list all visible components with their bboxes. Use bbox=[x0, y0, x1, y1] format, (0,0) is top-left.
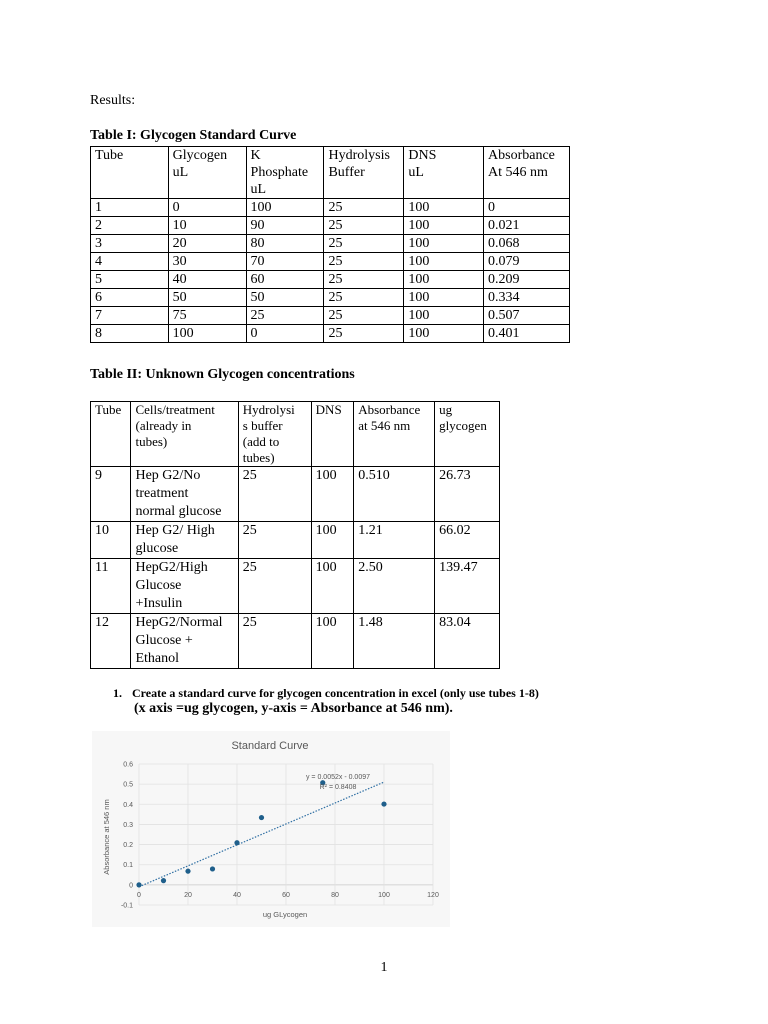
table-cell: 4 bbox=[91, 253, 169, 271]
table2-title: Table II: Unknown Glycogen concentrations bbox=[90, 367, 355, 382]
table-cell: 50 bbox=[168, 289, 246, 307]
x-tick-label: 0 bbox=[137, 891, 141, 899]
cell-line: (add to bbox=[242, 434, 280, 449]
table-cell: 25 bbox=[324, 271, 404, 289]
cell-line: 100 bbox=[315, 523, 337, 538]
table-row bbox=[91, 325, 570, 343]
instruction-line2: (x axis =ug glycogen, y-axis = Absorbance at 546 nm). bbox=[134, 701, 453, 716]
table-cell: 10 bbox=[168, 217, 246, 235]
table-cell: 100 bbox=[404, 235, 484, 253]
table-cell bbox=[238, 522, 311, 559]
table-cell bbox=[131, 522, 238, 559]
table-cell: 25 bbox=[246, 307, 324, 325]
cell-line: Tube bbox=[95, 148, 124, 163]
table-row bbox=[91, 217, 570, 235]
cell-line: 100 bbox=[315, 615, 337, 630]
results-heading: Results: bbox=[90, 93, 136, 108]
table-row bbox=[91, 289, 570, 307]
cell-line: 25 bbox=[242, 523, 257, 538]
cell-line: glucose bbox=[135, 541, 179, 556]
table-cell: 25 bbox=[324, 253, 404, 271]
table-row bbox=[91, 199, 570, 217]
table-row bbox=[91, 522, 500, 559]
table-cell: 3 bbox=[91, 235, 169, 253]
cell-line: Hydrolysi bbox=[242, 402, 295, 417]
table-cell: 100 bbox=[168, 325, 246, 343]
table-cell: 100 bbox=[404, 307, 484, 325]
y-tick-label: 0.3 bbox=[123, 821, 133, 829]
cell-line: Absorbance bbox=[358, 402, 421, 417]
table-cell: 30 bbox=[168, 253, 246, 271]
y-axis-label: Absorbance at 546 nm bbox=[102, 799, 111, 875]
data-point bbox=[161, 878, 166, 883]
table-cell bbox=[311, 467, 354, 522]
table-cell bbox=[435, 559, 500, 614]
table-cell: 25 bbox=[324, 307, 404, 325]
cell-line: 26.73 bbox=[439, 468, 471, 483]
cell-line: 66.02 bbox=[439, 523, 471, 538]
table1-body bbox=[91, 199, 570, 343]
table1-header-cell bbox=[91, 147, 169, 199]
table-cell: 0.507 bbox=[484, 307, 570, 325]
cell-line: DNS bbox=[315, 402, 342, 417]
table1-header-cell bbox=[168, 147, 246, 199]
x-tick-label: 120 bbox=[427, 891, 439, 899]
unknown-glycogen-table bbox=[90, 401, 500, 669]
chart-svg bbox=[92, 731, 450, 927]
cell-line: Cells/treatment bbox=[135, 402, 215, 417]
standard-curve-chart bbox=[92, 731, 450, 927]
table-cell bbox=[311, 522, 354, 559]
cell-line: tubes) bbox=[135, 434, 168, 449]
table-cell: 100 bbox=[404, 217, 484, 235]
table2-header-cell bbox=[91, 402, 131, 467]
cell-line: 1.48 bbox=[358, 615, 383, 630]
table-row bbox=[91, 614, 500, 669]
table-cell: 25 bbox=[324, 325, 404, 343]
page-number: 1 bbox=[380, 960, 388, 975]
x-tick-label: 80 bbox=[331, 891, 339, 899]
table2-header-cell bbox=[131, 402, 238, 467]
table-row bbox=[91, 271, 570, 289]
table-cell bbox=[238, 559, 311, 614]
table-cell bbox=[311, 559, 354, 614]
table-cell: 0.334 bbox=[484, 289, 570, 307]
cell-line: K bbox=[250, 148, 261, 163]
cell-line: Tube bbox=[95, 402, 122, 417]
data-point bbox=[210, 866, 215, 871]
table-cell: 6 bbox=[91, 289, 169, 307]
table-cell bbox=[131, 614, 238, 669]
table-cell bbox=[354, 522, 435, 559]
table-cell bbox=[91, 522, 131, 559]
cell-line: HepG2/Normal bbox=[135, 615, 223, 630]
table-cell bbox=[435, 467, 500, 522]
table-cell: 7 bbox=[91, 307, 169, 325]
y-tick-label: 0.1 bbox=[123, 862, 133, 870]
table-cell bbox=[91, 559, 131, 614]
data-point bbox=[259, 815, 264, 820]
table-cell: 100 bbox=[404, 289, 484, 307]
cell-line: at 546 nm bbox=[358, 418, 411, 433]
cell-line: treatment bbox=[135, 486, 189, 501]
cell-line: s buffer bbox=[242, 418, 283, 433]
data-point bbox=[381, 801, 386, 806]
data-point bbox=[234, 840, 239, 845]
cell-line: Buffer bbox=[328, 165, 365, 180]
table-cell: 100 bbox=[404, 199, 484, 217]
cell-line: 2.50 bbox=[358, 560, 383, 575]
table1-title: Table I: Glycogen Standard Curve bbox=[90, 128, 297, 143]
instruction-number: 1. bbox=[113, 686, 122, 700]
glycogen-standard-table bbox=[90, 146, 570, 343]
table2-header-cell bbox=[238, 402, 311, 467]
table-cell bbox=[354, 467, 435, 522]
table1-header-cell bbox=[484, 147, 570, 199]
table-cell bbox=[131, 559, 238, 614]
x-axis-label: ug GLycogen bbox=[262, 910, 308, 919]
cell-line: 100 bbox=[315, 560, 337, 575]
table-cell: 25 bbox=[324, 217, 404, 235]
cell-line: 25 bbox=[242, 615, 257, 630]
cell-line: tubes) bbox=[242, 450, 275, 465]
cell-line: Ethanol bbox=[135, 651, 180, 666]
table2-header-cell bbox=[311, 402, 354, 467]
table-cell bbox=[131, 467, 238, 522]
table-cell: 0 bbox=[484, 199, 570, 217]
cell-line: 1.21 bbox=[358, 523, 383, 538]
table-cell: 90 bbox=[246, 217, 324, 235]
cell-line: Glucose + bbox=[135, 633, 193, 648]
x-tick-label: 40 bbox=[233, 891, 241, 899]
table-cell: 0 bbox=[246, 325, 324, 343]
table-cell: 25 bbox=[324, 235, 404, 253]
cell-line: HepG2/High bbox=[135, 560, 208, 575]
cell-line: Phosphate bbox=[250, 165, 309, 180]
cell-line: 9 bbox=[95, 468, 102, 483]
table-cell: 25 bbox=[324, 199, 404, 217]
cell-line: Hydrolysis bbox=[328, 148, 390, 163]
table-row bbox=[91, 235, 570, 253]
table-row bbox=[91, 559, 500, 614]
table-cell: 2 bbox=[91, 217, 169, 235]
table-cell: 50 bbox=[246, 289, 324, 307]
cell-line: ug bbox=[439, 402, 453, 417]
table-cell: 60 bbox=[246, 271, 324, 289]
table2-header-cell bbox=[435, 402, 500, 467]
chart-background bbox=[92, 731, 450, 927]
cell-line: 25 bbox=[242, 560, 257, 575]
table-cell: 1 bbox=[91, 199, 169, 217]
cell-line: uL bbox=[408, 165, 424, 180]
cell-line: 25 bbox=[242, 468, 257, 483]
table-cell bbox=[354, 614, 435, 669]
y-tick-label: 0 bbox=[129, 882, 133, 890]
table-cell bbox=[238, 614, 311, 669]
cell-line: Absorbance bbox=[488, 148, 555, 163]
table-cell: 0.209 bbox=[484, 271, 570, 289]
cell-line: 12 bbox=[95, 615, 109, 630]
table-cell: 40 bbox=[168, 271, 246, 289]
table2-body bbox=[91, 467, 500, 669]
table-cell: 100 bbox=[246, 199, 324, 217]
cell-line: 100 bbox=[315, 468, 337, 483]
cell-line: 10 bbox=[95, 523, 109, 538]
cell-line: 83.04 bbox=[439, 615, 471, 630]
cell-line: At 546 nm bbox=[488, 165, 548, 180]
cell-line: DNS bbox=[408, 148, 437, 163]
table-cell: 0.079 bbox=[484, 253, 570, 271]
y-tick-label: 0.5 bbox=[123, 781, 133, 789]
trendline-r-squared: R² = 0.8408 bbox=[319, 784, 357, 791]
x-tick-label: 100 bbox=[378, 891, 390, 899]
table2-header-row bbox=[91, 402, 500, 467]
table-cell: 25 bbox=[324, 289, 404, 307]
table-row bbox=[91, 253, 570, 271]
cell-line: normal glucose bbox=[135, 504, 222, 519]
table-cell bbox=[435, 522, 500, 559]
trendline-equation: y = 0.0052x - 0.0097 bbox=[305, 774, 371, 781]
data-point bbox=[185, 869, 190, 874]
cell-line: Glycogen bbox=[172, 148, 228, 163]
cell-line: 0.510 bbox=[358, 468, 390, 483]
table-cell: 0.021 bbox=[484, 217, 570, 235]
y-tick-label: 0.2 bbox=[123, 842, 133, 850]
cell-line: +Insulin bbox=[135, 596, 183, 611]
table-cell: 100 bbox=[404, 253, 484, 271]
table1-header-cell bbox=[404, 147, 484, 199]
cell-line: uL bbox=[250, 182, 267, 197]
x-tick-label: 20 bbox=[184, 891, 192, 899]
table-cell: 20 bbox=[168, 235, 246, 253]
x-tick-label: 60 bbox=[282, 891, 290, 899]
cell-line: Glucose bbox=[135, 578, 182, 593]
instruction-item bbox=[113, 686, 539, 701]
instruction-line1: Create a standard curve for glycogen concentration in excel (only use tubes 1-8) bbox=[132, 686, 539, 700]
y-tick-label: 0.6 bbox=[123, 761, 133, 769]
cell-line: Hep G2/ High bbox=[135, 523, 215, 538]
table-cell: 0 bbox=[168, 199, 246, 217]
table1-header-cell bbox=[246, 147, 324, 199]
table-row bbox=[91, 307, 570, 325]
table-cell bbox=[311, 614, 354, 669]
cell-line: uL bbox=[172, 165, 189, 180]
table1-header-row bbox=[91, 147, 570, 199]
y-tick-label: 0.4 bbox=[123, 801, 133, 809]
table-cell: 75 bbox=[168, 307, 246, 325]
table-cell bbox=[435, 614, 500, 669]
table-cell: 5 bbox=[91, 271, 169, 289]
table-row bbox=[91, 467, 500, 522]
chart-title: Standard Curve bbox=[231, 740, 309, 752]
cell-line: (already in bbox=[135, 418, 192, 433]
table-cell bbox=[91, 614, 131, 669]
table-cell: 100 bbox=[404, 271, 484, 289]
table-cell bbox=[91, 467, 131, 522]
table-cell: 80 bbox=[246, 235, 324, 253]
table-cell: 0.068 bbox=[484, 235, 570, 253]
cell-line: Hep G2/No bbox=[135, 468, 201, 483]
data-point bbox=[136, 882, 141, 887]
table-cell: 0.401 bbox=[484, 325, 570, 343]
table-cell bbox=[354, 559, 435, 614]
cell-line: glycogen bbox=[439, 418, 487, 433]
table2-header-cell bbox=[354, 402, 435, 467]
cell-line: 139.47 bbox=[439, 560, 478, 575]
table1-header-cell bbox=[324, 147, 404, 199]
y-tick-label: -0.1 bbox=[120, 902, 133, 910]
table-cell: 8 bbox=[91, 325, 169, 343]
cell-line: 11 bbox=[95, 560, 109, 575]
table-cell: 70 bbox=[246, 253, 324, 271]
table-cell: 100 bbox=[404, 325, 484, 343]
table-cell bbox=[238, 467, 311, 522]
